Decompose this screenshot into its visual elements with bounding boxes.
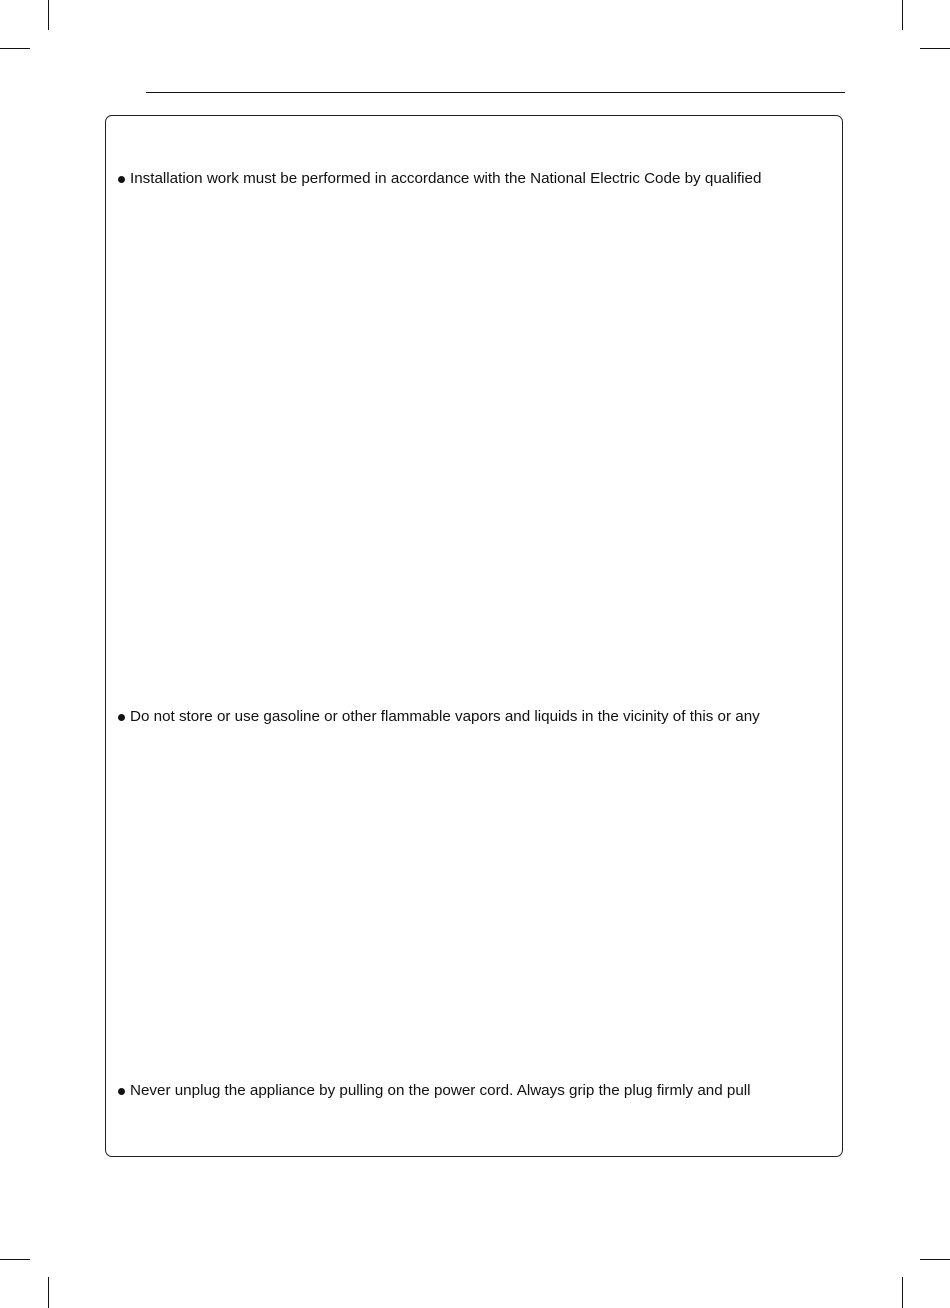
crop-mark-top-left-horizontal [0,48,30,49]
crop-mark-top-left-vertical [48,0,49,30]
crop-mark-top-right-horizontal [920,48,950,49]
bullet-dot-icon [118,176,125,183]
crop-mark-bottom-left-horizontal [0,1259,30,1260]
bullet-item-installation [118,170,761,188]
bullet-text: Never unplug the appliance by pulling on the power cord. Always grip the plug firmly and pull [130,1082,751,1099]
bullet-text: Do not store or use gasoline or other flammable vapors and liquids in the vicinity of this or any [130,708,760,725]
crop-mark-top-right-vertical [902,0,903,30]
bullet-item-flammable [118,708,760,726]
bullet-dot-icon [118,714,125,721]
bullet-item-unplug [118,1082,751,1100]
crop-mark-bottom-left-vertical [48,1277,49,1308]
crop-mark-bottom-right-horizontal [920,1259,950,1260]
bullet-text: Installation work must be performed in accordance with the National Electric Code by qualified [130,170,762,187]
bullet-dot-icon [118,1088,125,1095]
safety-content-box [105,115,843,1157]
header-rule [146,92,845,93]
crop-mark-bottom-right-vertical [902,1277,903,1308]
